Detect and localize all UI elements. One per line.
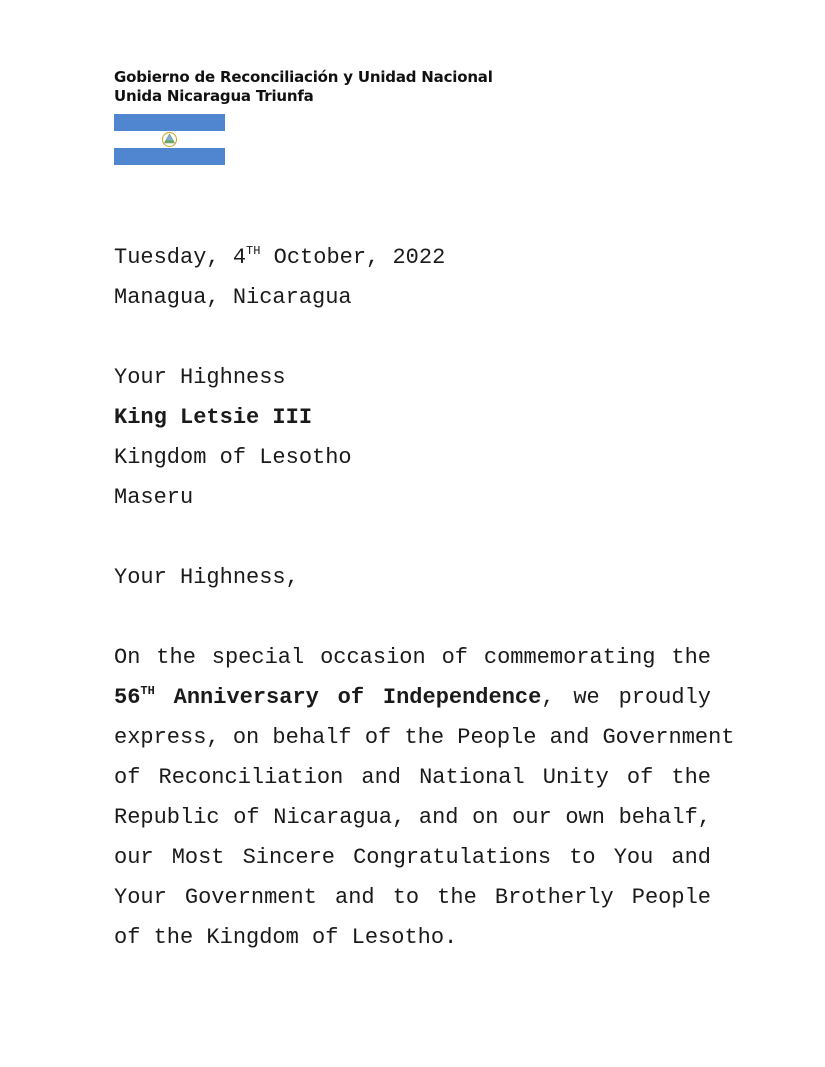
body-line-4: of Reconciliation and National Unity of the [114,765,711,790]
anniversary-text: Anniversary of Independence [154,685,542,710]
body-line-2 [114,678,711,718]
body-line-1: On the special occasion of commemorating the [114,645,711,670]
letterhead-government-name: Gobierno de Reconciliación y Unidad Nacional [114,68,493,86]
body-line-6: our Most Sincere Congratulations to You and [114,845,711,870]
letter-greeting: Your Highness, [114,565,299,590]
body-line-2-rest: , we proudly [541,685,711,710]
flag-bottom-stripe [114,148,225,165]
body-line-8: of the Kingdom of Lesotho. [114,925,458,950]
letter-date [114,238,445,278]
recipient-kingdom: Kingdom of Lesotho [114,445,352,470]
flag-top-stripe [114,114,225,131]
body-line-7: Your Government and to the Brotherly People [114,885,711,910]
letterhead-motto: Unida Nicaragua Triunfa [114,87,314,105]
body-line-5: Republic of Nicaragua, and on our own behalf, [114,805,711,830]
letter-place: Managua, Nicaragua [114,285,352,310]
date-prefix: Tuesday, 4 [114,245,247,270]
letterhead [114,68,493,106]
date-ordinal-suffix: TH [246,244,261,258]
anniversary-number: 56 [114,685,141,710]
nicaragua-flag-icon [114,114,225,165]
recipient-name: King Letsie III [114,405,313,430]
recipient-city: Maseru [114,485,194,510]
date-suffix: October, 2022 [260,245,446,270]
recipient-title: Your Highness [114,365,286,390]
anniversary-phrase [114,685,541,710]
anniversary-ordinal-suffix: TH [140,684,155,698]
body-line-3: express, on behalf of the People and Government [114,725,735,750]
